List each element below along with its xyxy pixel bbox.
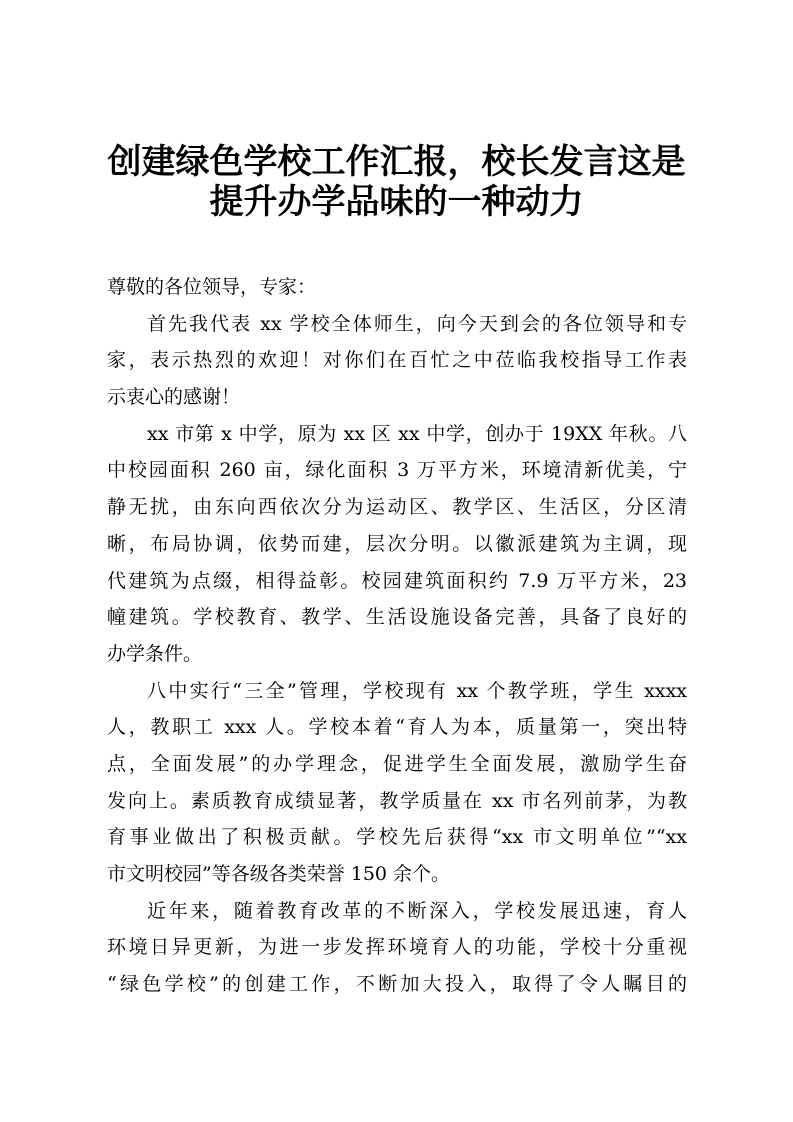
title-line: 创建绿色学校工作汇报，校长发言这是 — [107, 142, 686, 182]
paragraph-line: 幢建筑。学校教育、教学、生活设施设备完善，具备了良好的 — [107, 606, 687, 629]
paragraph-line: “绿色学校”的创建工作，不断加大投入，取得了令人瞩目的 — [107, 973, 687, 996]
paragraph-line: 市文明校园”等各级各类荣誉 150 余个。 — [107, 863, 451, 885]
paragraph-line: 育事业做出了积极贡献。学校先后获得“xx 市文明单位”“xx — [107, 826, 687, 849]
paragraph-line: 近年来，随着教育改革的不断深入，学校发展迅速，育人 — [147, 899, 687, 922]
paragraph-line: 静无扰，由东向西依次分为运动区、教学区、生活区，分区清 — [107, 496, 687, 519]
paragraph — [107, 416, 687, 673]
paragraph-line: 人，教职工 xxx 人。学校本着“育人为本，质量第一，突出特 — [107, 716, 687, 739]
salutation: 尊敬的各位领导，专家： — [107, 276, 317, 298]
title-line: 提升办学品味的一种动力 — [209, 182, 584, 222]
paragraph-line: 八中实行“三全”管理，学校现有 xx 个教学班，学生 xxxx — [147, 679, 687, 702]
paragraph-line: 家，表示热烈的欢迎！对你们在百忙之中莅临我校指导工作表 — [107, 349, 687, 372]
paragraph-line: 发向上。素质教育成绩显著，教学质量在 xx 市名列前茅，为教 — [107, 789, 687, 812]
paragraph-line: 环境日异更新，为进一步发挥环境育人的功能，学校十分重视 — [107, 936, 687, 959]
paragraph-line: 点，全面发展”的办学理念，促进学生全面发展，激励学生奋 — [107, 752, 687, 775]
paragraph-line: 晰，布局协调，依势而建，层次分明。以徽派建筑为主调，现 — [107, 532, 687, 555]
paragraph-line: 首先我代表 xx 学校全体师生，向今天到会的各位领导和专 — [147, 312, 687, 335]
paragraph — [107, 673, 687, 893]
paragraphs — [107, 306, 687, 1003]
paragraph-line: 中校园面积 260 亩，绿化面积 3 万平方米，环境清新优美，宁 — [107, 459, 687, 482]
paragraph-line: 办学条件。 — [107, 642, 203, 665]
paragraph-line: 示衷心的感谢！ — [107, 386, 241, 409]
paragraph — [107, 306, 687, 416]
paragraph — [107, 893, 687, 1003]
document-title — [60, 142, 733, 222]
paragraph-line: xx 市第 x 中学，原为 xx 区 xx 中学，创办于 19XX 年秋。八 — [147, 422, 687, 445]
paragraph-line: 代建筑为点缀，相得益彰。校园建筑面积约 7.9 万平方米，23 — [107, 569, 687, 592]
document-body — [107, 269, 687, 1003]
